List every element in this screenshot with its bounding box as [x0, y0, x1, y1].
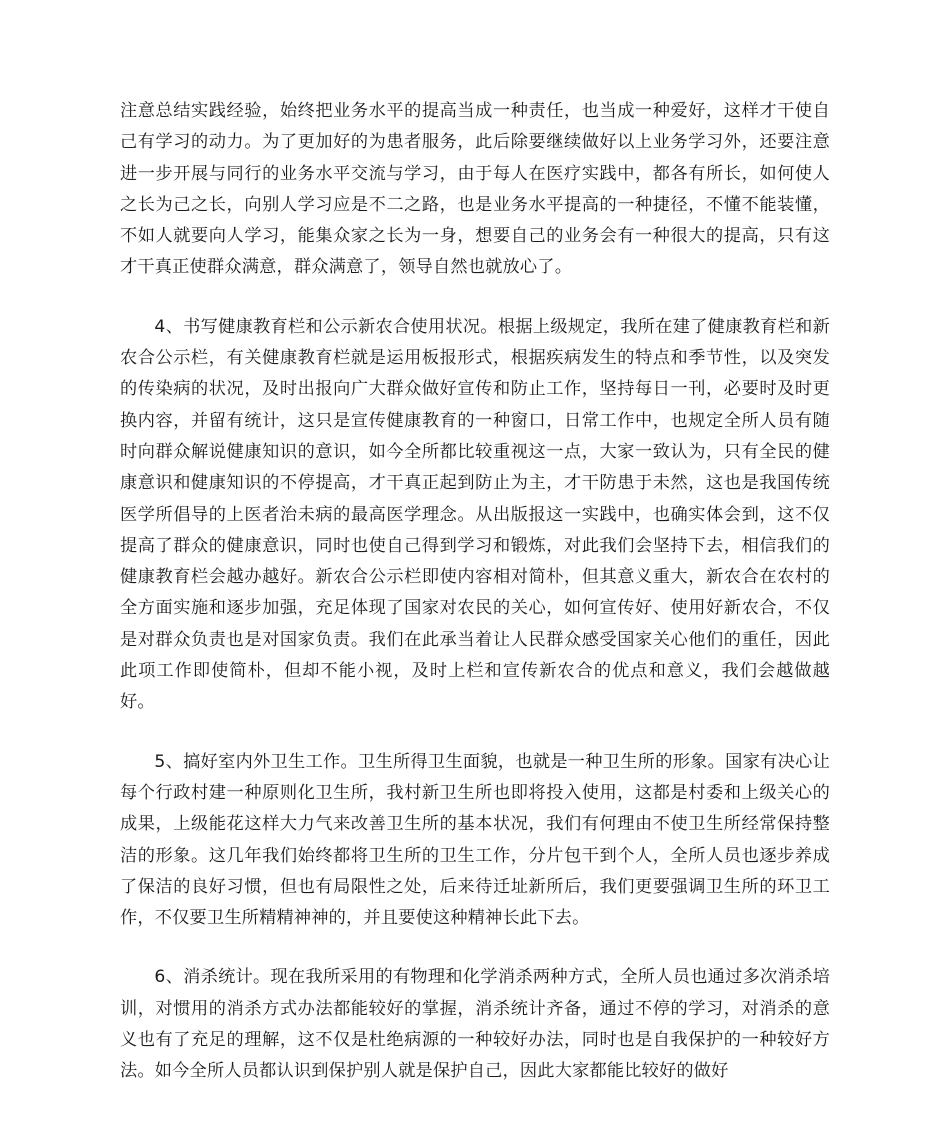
paragraph-disinfection: 6、消杀统计。现在我所采用的有物理和化学消杀两种方式，全所人员也通过多次消杀培训，对惯用的消杀方式办法都能较好的掌握，消杀统计齐备，通过不停的学习，对消杀的意义也有了充足的理解，这不仅是杜绝病源的一种较好办法，同时也是自我保护的一种较好方法。如今全所人员都认识到保护别人就是保护自己，因此大家都能比较好的做好 [120, 967, 830, 1082]
document-page [120, 96, 830, 1116]
paragraph-health-education: 4、书写健康教育栏和公示新农合使用状况。根据上级规定，我所在建了健康教育栏和新农合公示栏，有关健康教育栏就是运用板报形式，根据疾病发生的特点和季节性，以及突发的传染病的状况，及时出报向广大群众做好宣传和防止工作，坚持每日一刊，必要时及时更换内容，并留有统计，这只是宣传健康教育的一种窗口，日常工作中，也规定全所人员有随时向群众解说健康知识的意识，如今全所都比较重视这一点，大家一致认为，只有全民的健康意识和健康知识的不停提高，才干真正起到防止为主，才干防患于未然，这也是我国传统医学所倡导的上医者治未病的最高医学理念。从出版报这一实践中，也确实体会到，这不仅提高了群众的健康意识，同时也使自己得到学习和锻炼，对此我们会坚持下去，相信我们的健康教育栏会越办越好。新农合公示栏即使内容相对简朴，但其意义重大，新农合在农村的全方面实施和逐步加强，充足体现了国家对农民的关心，如何宣传好、使用好新农合，不仅是对群众负责也是对国家负责。我们在此承当着让人民群众感受国家关心他们的重任，因此此项工作即使简朴，但却不能小视，及时上栏和宣传新农合的优点和意义，我们会越做越好。 [120, 316, 830, 713]
paragraph-sanitation: 5、搞好室内外卫生工作。卫生所得卫生面貌，也就是一种卫生所的形象。国家有决心让每个行政村建一种原则化卫生所，我村新卫生所也即将投入使用，这都是村委和上级关心的成果，上级能花这样大力气来改善卫生所的基本状况，我们有何理由不使卫生所经常保持整洁的形象。这几年我们始终都将卫生所的卫生工作，分片包干到个人，全所人员也逐步养成了保洁的良好习惯，但也有局限性之处，后来待迁址新所后，我们更要强调卫生所的环卫工作，不仅要卫生所精精神神的，并且要使这种精神长此下去。 [120, 751, 830, 929]
paragraph-continuation: 注意总结实践经验，始终把业务水平的提高当成一种责任，也当成一种爱好，这样才干使自己有学习的动力。为了更加好的为患者服务，此后除要继续做好以上业务学习外，还要注意进一步开展与同行的业务水平交流与学习，由于每人在医疗实践中，都各有所长，如何使人之长为己之长，向别人学习应是不二之路，也是业务水平提高的一种捷径，不懂不能装懂，不如人就要向人学习，能集众家之长为一身，想要自己的业务会有一种很大的提高，只有这才干真正使群众满意，群众满意了，领导自然也就放心了。 [120, 101, 830, 278]
